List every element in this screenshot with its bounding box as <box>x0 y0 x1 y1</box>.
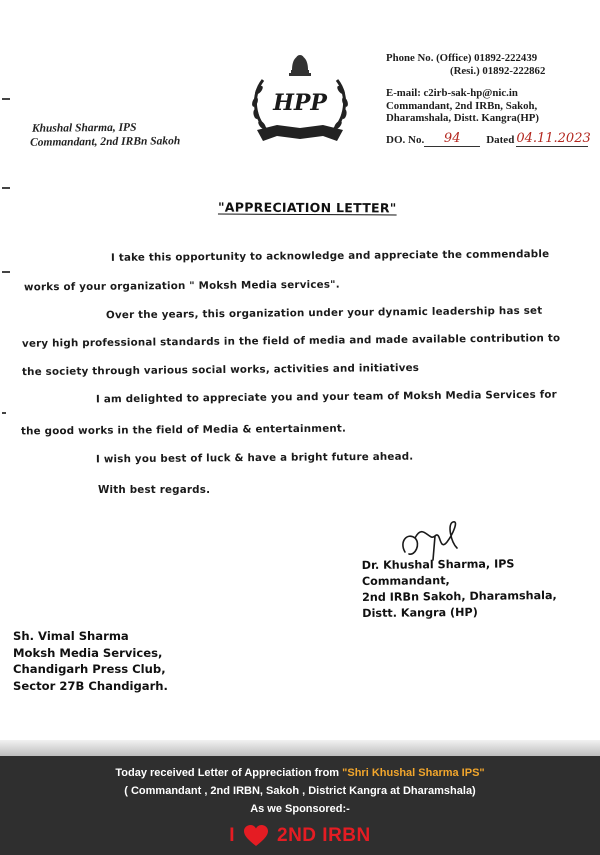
edge-mark <box>2 271 10 273</box>
caption-highlight: "Shri Khushal Sharma IPS" <box>342 767 485 779</box>
letter-title: "APPRECIATION LETTER" <box>217 199 397 216</box>
do-number: 94 <box>443 130 461 146</box>
letter-line: the society through various social works, activities and initiatives <box>21 361 420 379</box>
officer-post: Commandant, 2nd IRBn Sakoh <box>30 135 181 149</box>
letter-line: works of your organization " Moksh Media services". <box>23 278 340 294</box>
letterhead-officer <box>30 120 180 150</box>
heart-icon <box>243 824 269 848</box>
love-prefix: I <box>229 825 236 846</box>
edge-mark <box>2 187 10 189</box>
recipient-name: Sh. Vimal Sharma <box>13 629 129 643</box>
caption-line-3: As we Sponsored:- <box>250 803 350 815</box>
caption-line-1: Today received Letter of Appreciation from "Shri Khushal Sharma IPS" <box>115 767 485 779</box>
letter-closing: With best regards. <box>98 484 211 496</box>
caption-banner <box>0 756 600 855</box>
recipient-place: Chandigarh Press Club, <box>13 662 166 676</box>
signatory-block <box>362 556 557 622</box>
phone-residence: (Resi.) 01892-222862 <box>450 64 546 77</box>
edge-mark <box>2 412 6 414</box>
do-number-row <box>386 130 591 147</box>
dated-label: Dated <box>486 133 515 146</box>
police-emblem-icon <box>241 50 359 150</box>
recipient-address <box>13 628 168 694</box>
love-suffix: 2ND IRBN <box>277 825 371 846</box>
caption-line-2: ( Commandant , 2nd IRBN, Sakoh , District Kangra at Dharamshala) <box>124 785 476 797</box>
signatory-district: Distt. Kangra (HP) <box>362 605 478 621</box>
letter-line: the good works in the field of Media & entertainment. <box>20 422 347 438</box>
letterhead-contact <box>386 52 591 147</box>
letter-line: I am delighted to appreciate you and your team of Moksh Media Services for <box>95 388 557 406</box>
edge-mark <box>2 98 10 100</box>
love-banner <box>0 822 600 850</box>
page-shadow <box>0 740 600 756</box>
signatory-post: Commandant, <box>361 574 450 589</box>
emblem-monogram: HPP <box>273 90 327 116</box>
office-address-1: Commandant, 2nd IRBn, Sakoh, <box>386 99 538 112</box>
recipient-sector: Sector 27B Chandigarh. <box>13 678 168 693</box>
letter-line: Over the years, this organization under your dynamic leadership has set <box>105 304 543 322</box>
email-address: E-mail: c2irb-sak-hp@nic.in <box>386 87 518 100</box>
office-address-2: Dharamshala, Distt. Kangra(HP) <box>386 112 539 125</box>
officer-name: Khushal Sharma, IPS <box>31 121 137 135</box>
phone-office: Phone No. (Office) 01892-222439 <box>386 52 538 64</box>
letter-line: I take this opportunity to acknowledge and appreciate the commendable <box>110 248 550 264</box>
dated-value: 04.11.2023 <box>516 130 591 146</box>
letter-line: very high professional standards in the field of media and made available contribution to <box>21 332 561 350</box>
signatory-name: Dr. Khushal Sharma, IPS <box>361 557 515 573</box>
recipient-org: Moksh Media Services, <box>13 645 163 660</box>
signatory-unit: 2nd IRBn Sakoh, Dharamshala, <box>362 588 557 605</box>
do-label: DO. No. <box>386 133 425 146</box>
letter-line: I wish you best of luck & have a bright future ahead. <box>95 450 414 466</box>
